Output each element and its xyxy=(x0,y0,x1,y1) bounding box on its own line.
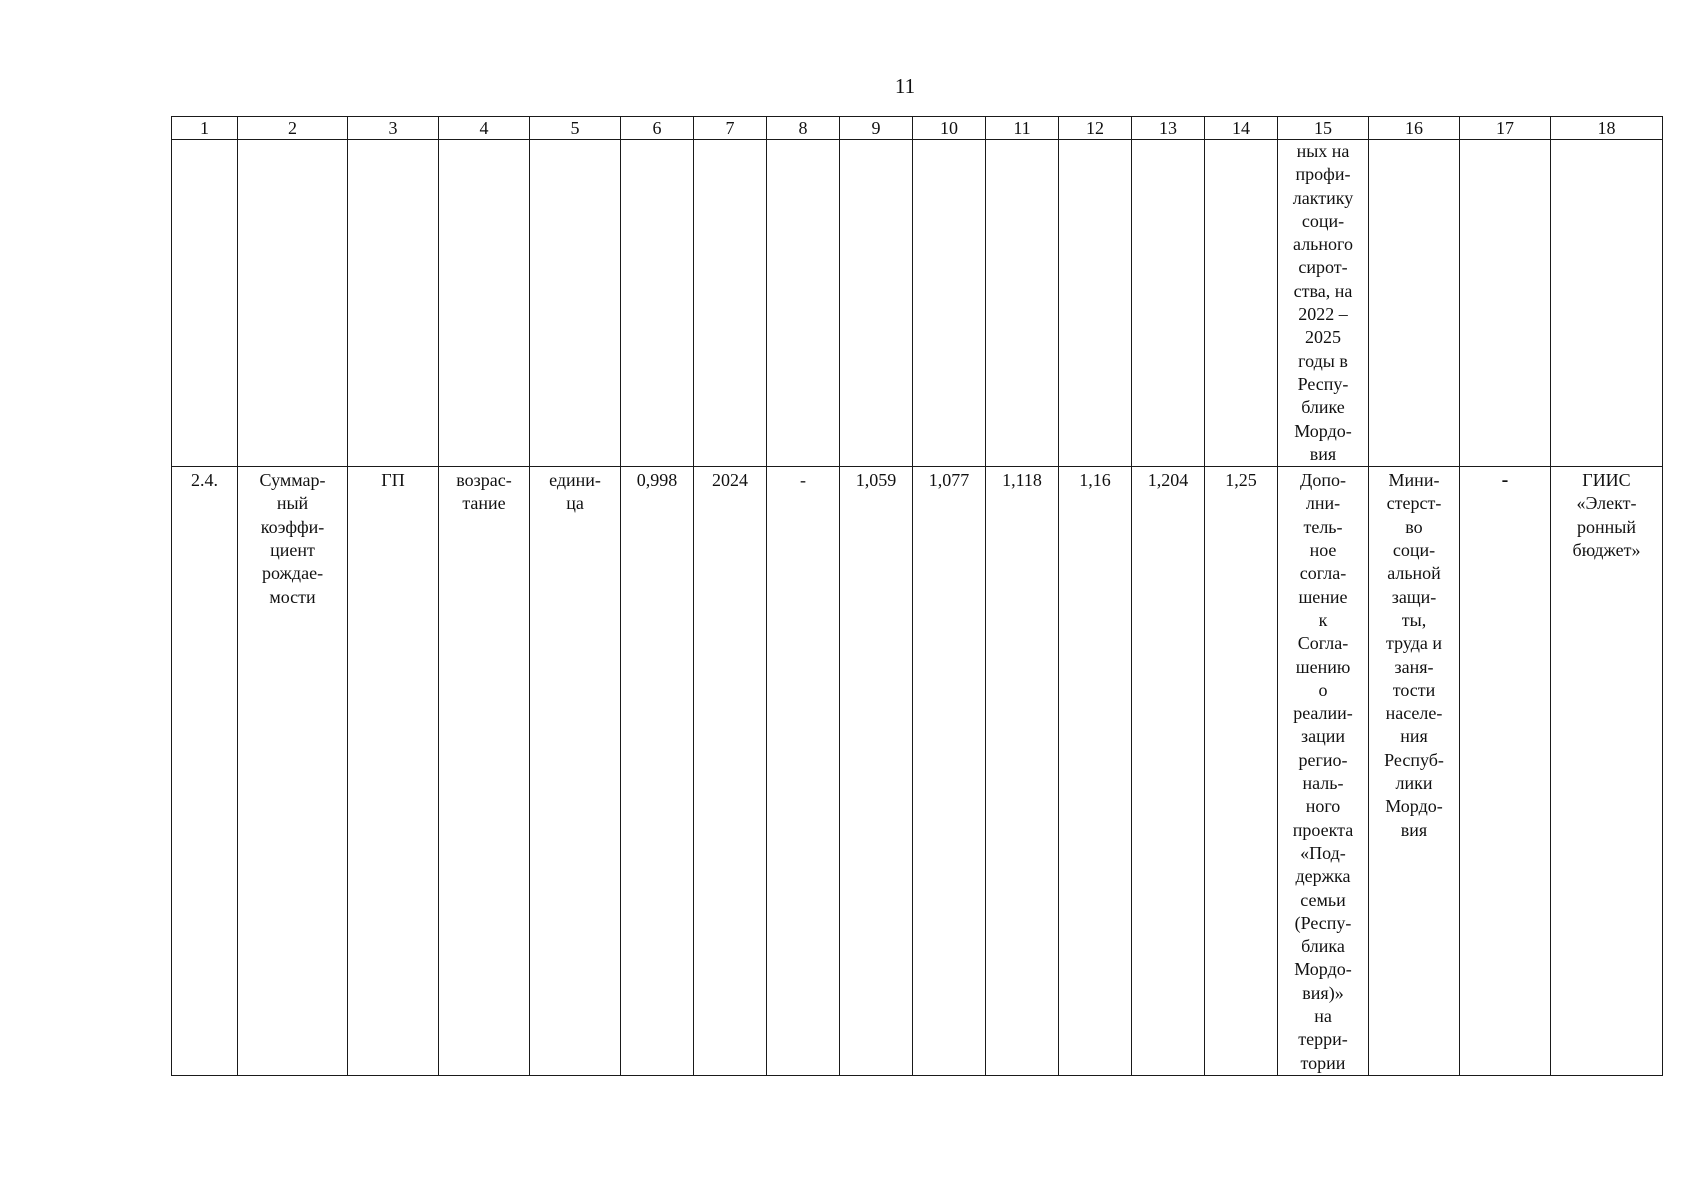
indicator-name-cell xyxy=(238,467,348,1076)
dash-mark: - xyxy=(1501,469,1509,492)
text-line: зации xyxy=(1301,726,1345,747)
table-cell xyxy=(694,140,767,467)
unit-cell xyxy=(530,467,621,1076)
text-line: профи- xyxy=(1295,164,1351,185)
text-line: регио- xyxy=(1298,749,1348,770)
continued-document-cell xyxy=(1278,140,1369,467)
text-line: годы в xyxy=(1298,350,1348,371)
text-line: ца xyxy=(566,493,584,514)
table-cell xyxy=(1369,140,1460,467)
information-system-cell xyxy=(1551,467,1663,1076)
document-text xyxy=(1280,469,1366,1075)
column-header: 6 xyxy=(621,117,694,140)
table-cell xyxy=(238,140,348,467)
text-line: Мордо- xyxy=(1294,959,1352,980)
column-header: 3 xyxy=(348,117,439,140)
column-header: 12 xyxy=(1059,117,1132,140)
text-line: лики xyxy=(1395,773,1433,794)
text-line: защи- xyxy=(1391,586,1437,607)
text-line: соци- xyxy=(1392,540,1436,561)
column-header: 2 xyxy=(238,117,348,140)
table-cell xyxy=(348,140,439,467)
text-line: 2025 xyxy=(1305,327,1341,348)
text-line: альной xyxy=(1387,563,1441,584)
text-line: Допо- xyxy=(1300,470,1346,491)
table-row xyxy=(172,467,1663,1076)
text-line: лактику xyxy=(1292,187,1354,208)
text-line: ных на xyxy=(1296,141,1350,161)
column-header: 17 xyxy=(1460,117,1551,140)
text-line: сирот- xyxy=(1298,257,1348,278)
column-header: 1 xyxy=(172,117,238,140)
table-cell xyxy=(439,140,530,467)
table-cell xyxy=(172,140,238,467)
value-cell-13: 1,204 xyxy=(1132,467,1205,1076)
text-line: Мордо- xyxy=(1385,796,1443,817)
text-line: возрас- xyxy=(456,470,512,491)
text-line: терри- xyxy=(1298,1029,1348,1050)
text-line: труда и xyxy=(1386,633,1442,654)
text-line: населе- xyxy=(1385,703,1443,724)
text-line: рождае- xyxy=(261,563,324,584)
responsible-text xyxy=(1371,469,1457,842)
text-line: стерст- xyxy=(1386,493,1442,514)
text-line: шению xyxy=(1295,656,1351,677)
table-cell xyxy=(767,140,840,467)
column-header: 13 xyxy=(1132,117,1205,140)
column-header: 15 xyxy=(1278,117,1369,140)
text-line: реалии- xyxy=(1293,703,1353,724)
column-header: 5 xyxy=(530,117,621,140)
text-line: тание xyxy=(462,493,506,514)
value-cell-9: 1,059 xyxy=(840,467,913,1076)
column-header: 14 xyxy=(1205,117,1278,140)
text-line: на xyxy=(1314,1005,1332,1026)
value-cell-12: 1,16 xyxy=(1059,467,1132,1076)
table-cell xyxy=(530,140,621,467)
trend-text xyxy=(441,469,527,516)
text-line: блика xyxy=(1301,936,1345,957)
table-cell xyxy=(1059,140,1132,467)
text-line: мости xyxy=(269,586,316,607)
text-line: во xyxy=(1405,516,1423,537)
text-line: 2022 – xyxy=(1298,304,1348,325)
row-number: 2.4. xyxy=(172,467,238,1076)
table-cell xyxy=(1551,140,1663,467)
indicator-level: ГП xyxy=(348,467,439,1076)
value-cell-17 xyxy=(1460,467,1551,1076)
text-line: ное xyxy=(1309,540,1337,561)
text-line: ального xyxy=(1293,234,1353,255)
column-header: 7 xyxy=(694,117,767,140)
text-line: вия xyxy=(1400,819,1428,840)
text-line: вия xyxy=(1309,443,1337,464)
text-line: тости xyxy=(1392,679,1436,700)
text-line: циент xyxy=(270,540,315,561)
responsible-cell xyxy=(1369,467,1460,1076)
text-line: ГИИС xyxy=(1582,470,1631,491)
table-cell xyxy=(913,140,986,467)
text-line: семьи xyxy=(1300,889,1346,910)
continued-document-text xyxy=(1280,140,1366,466)
value-cell-11: 1,118 xyxy=(986,467,1059,1076)
table-cell xyxy=(1132,140,1205,467)
document-cell xyxy=(1278,467,1369,1076)
text-line: Суммар- xyxy=(259,470,326,491)
column-header: 11 xyxy=(986,117,1059,140)
table-cell xyxy=(1205,140,1278,467)
unit-text xyxy=(532,469,618,516)
text-line: ния xyxy=(1400,726,1428,747)
value-cell-14: 1,25 xyxy=(1205,467,1278,1076)
text-line: тель- xyxy=(1303,516,1343,537)
text-line: ты, xyxy=(1401,609,1427,630)
text-line: блике xyxy=(1301,397,1345,418)
table-cell xyxy=(621,140,694,467)
text-line: Согла- xyxy=(1297,633,1349,654)
base-year: 2024 xyxy=(694,467,767,1076)
text-line: шение xyxy=(1298,586,1348,607)
base-value: 0,998 xyxy=(621,467,694,1076)
text-line: коэффи- xyxy=(260,516,325,537)
text-line: ства, на xyxy=(1293,280,1353,301)
table-cell xyxy=(986,140,1059,467)
column-number-row xyxy=(172,117,1663,140)
column-header: 4 xyxy=(439,117,530,140)
text-line: лни- xyxy=(1305,493,1341,514)
text-line: ного xyxy=(1305,796,1341,817)
text-line: к xyxy=(1318,609,1328,630)
text-line: тории xyxy=(1300,1052,1346,1073)
text-line: Респуб- xyxy=(1384,749,1444,770)
continuation-row xyxy=(172,140,1663,467)
text-line: о xyxy=(1318,679,1328,700)
table-cell xyxy=(840,140,913,467)
column-header: 8 xyxy=(767,117,840,140)
column-header: 16 xyxy=(1369,117,1460,140)
column-header: 10 xyxy=(913,117,986,140)
text-line: Мини- xyxy=(1388,470,1440,491)
value-cell-8: - xyxy=(767,467,840,1076)
text-line: проекта xyxy=(1292,819,1354,840)
indicator-table xyxy=(171,116,1663,1076)
text-line: ронный xyxy=(1577,516,1636,537)
table-cell xyxy=(1460,140,1551,467)
trend-cell xyxy=(439,467,530,1076)
text-line: наль- xyxy=(1302,773,1344,794)
information-system-text xyxy=(1553,469,1660,562)
text-line: ный xyxy=(276,493,309,514)
text-line: (Респу- xyxy=(1294,912,1352,933)
text-line: согла- xyxy=(1299,563,1347,584)
text-line: Мордо- xyxy=(1294,420,1352,441)
text-line: заня- xyxy=(1394,656,1434,677)
page-number: 11 xyxy=(894,74,916,98)
indicator-name xyxy=(240,469,345,609)
value-cell-10: 1,077 xyxy=(913,467,986,1076)
text-line: держка xyxy=(1295,866,1351,887)
text-line: вия)» xyxy=(1302,982,1344,1003)
text-line: бюджет» xyxy=(1572,540,1641,561)
text-line: «Под- xyxy=(1300,842,1346,863)
column-header: 9 xyxy=(840,117,913,140)
text-line: соци- xyxy=(1301,210,1345,231)
column-header: 18 xyxy=(1551,117,1663,140)
text-line: «Элект- xyxy=(1576,493,1637,514)
text-line: едини- xyxy=(549,470,601,491)
text-line: Респу- xyxy=(1297,373,1349,394)
